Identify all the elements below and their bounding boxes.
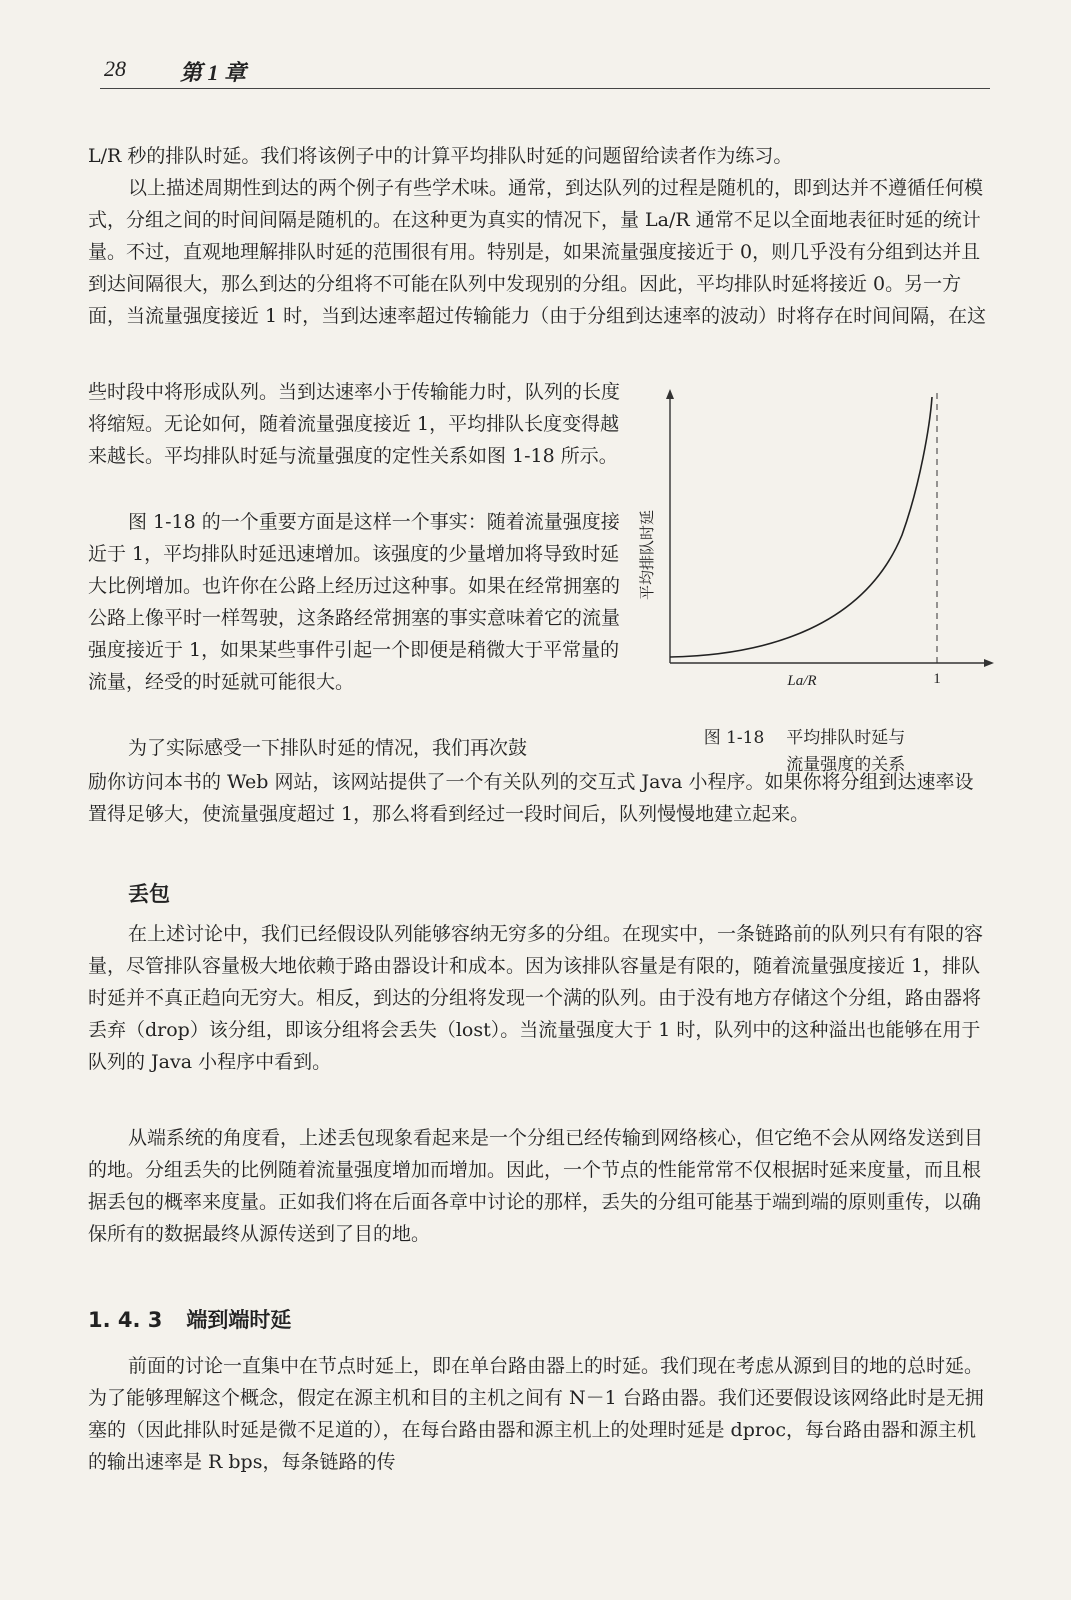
paragraph-3-rest: 励你访问本书的 Web 网站，该网站提供了一个有关队列的交互式 Java 小程序。如果你将分组到达速率设置得足够大，使流量强度超过 1，那么将看到经过一段时间后，队列慢慢地建立起来。 (88, 771, 974, 825)
section-heading (88, 1304, 315, 1334)
figure-1-18 (638, 385, 1000, 775)
paragraph-1-continued: 些时段中将形成队列。当到达速率小于传输能力时，队列的长度将缩短。无论如何，随着流量强度接近 1，平均排队长度变得越来越长。平均排队时延与流量强度的定性关系如图 1-18 所示。 (88, 381, 621, 467)
paragraph-0: L/R 秒的排队时延。我们将该例子中的计算平均排队时延的问题留给读者作为练习。 (88, 145, 793, 167)
heading-packet-loss: 丢包 (128, 882, 170, 906)
caption-text: 平均排队时延与流量强度的关系 (786, 728, 906, 775)
x-axis-label: La/R (787, 673, 817, 689)
x-axis-arrow (984, 659, 994, 667)
y-axis-label: 平均排队时延 (638, 509, 656, 601)
figure-caption (640, 725, 980, 779)
page-header (100, 52, 990, 89)
section-title: 端到端时延 (186, 1308, 292, 1332)
paragraph-2: 图 1-18 的一个重要方面是这样一个事实：随着流量强度接近于 1，平均排队时延迅速增加。该强度的少量增加将导致时延大比例增加。也许你在公路上经历过这种事。如果在经常拥塞的公路上像平时一样驾驶，这条路经常拥塞的事实意味着它的流量强度接近于 1，如果某些事件引起一个即便是稍微大于平常量的流量，经受的时延就可能很大。 (88, 511, 621, 693)
delay-curve (670, 397, 932, 657)
chapter-title: 第 1 章 (180, 60, 247, 85)
paragraph-1: 以上描述周期性到达的两个例子有些学术味。通常，到达队列的过程是随机的，即到达并不遵循任何模式，分组之间的时间间隔是随机的。在这种更为真实的情况下，量 La/R 通常不足以全面地表征时延的统计量。不过，直观地理解排队时延的范围很有用。特别是，如果流量强度接近于 0，则几乎没有分组到达并且到达间隔很大，那么到达的分组将不可能在队列中发现别的分组。因此，平均排队时延将接近 0。另一方面，当流量强度接近 1 时，当到达速率超过传输能力（由于分组到达速率的波动）时将存在时间间隔，在这 (88, 177, 987, 327)
section-number: 1. 4. 3 (88, 1308, 163, 1332)
paragraph-6: 前面的讨论一直集中在节点时延上，即在单台路由器上的时延。我们现在考虑从源到目的地的总时延。为了能够理解这个概念，假定在源主机和目的主机之间有 N－1 台路由器。我们还要假设该网络此时是无拥塞的（因此排队时延是微不足道的），在每台路由器和源主机上的处理时延是 dproc，每台路由器和源主机的输出速率是 R bps，每条链路的传 (88, 1355, 984, 1473)
delay-chart (640, 385, 1000, 715)
page-number: 28 (104, 56, 126, 81)
paragraph-4: 在上述讨论中，我们已经假设队列能够容纳无穷多的分组。在现实中，一条链路前的队列只有有限的容量，尽管排队容量极大地依赖于路由器设计和成本。因为该排队容量是有限的，随着流量强度接近 1，排队时延并不真正趋向无穷大。相反，到达的分组将发现一个满的队列。由于没有地方存储这个分组，路由器将丢弃（drop）该分组，即该分组将会丢失（lost）。当流量强度大于 1 时，队列中的这种溢出也能够在用于队列的 Java 小程序中看到。 (88, 923, 984, 1073)
x-tick-label: 1 (933, 671, 941, 687)
y-axis-arrow (666, 389, 674, 399)
caption-number: 图 1-18 (703, 728, 765, 748)
paragraph-5: 从端系统的角度看，上述丢包现象看起来是一个分组已经传输到网络核心，但它绝不会从网络发送到目的地。分组丢失的比例随着流量强度增加而增加。因此，一个节点的性能常常不仅根据时延来度量，而且根据丢包的概率来度量。正如我们将在后面各章中讨论的那样，丢失的分组可能基于端到端的原则重传，以确保所有的数据最终从源传送到了目的地。 (88, 1127, 984, 1245)
paragraph-3-start: 为了实际感受一下排队时延的情况，我们再次鼓 (128, 737, 528, 759)
